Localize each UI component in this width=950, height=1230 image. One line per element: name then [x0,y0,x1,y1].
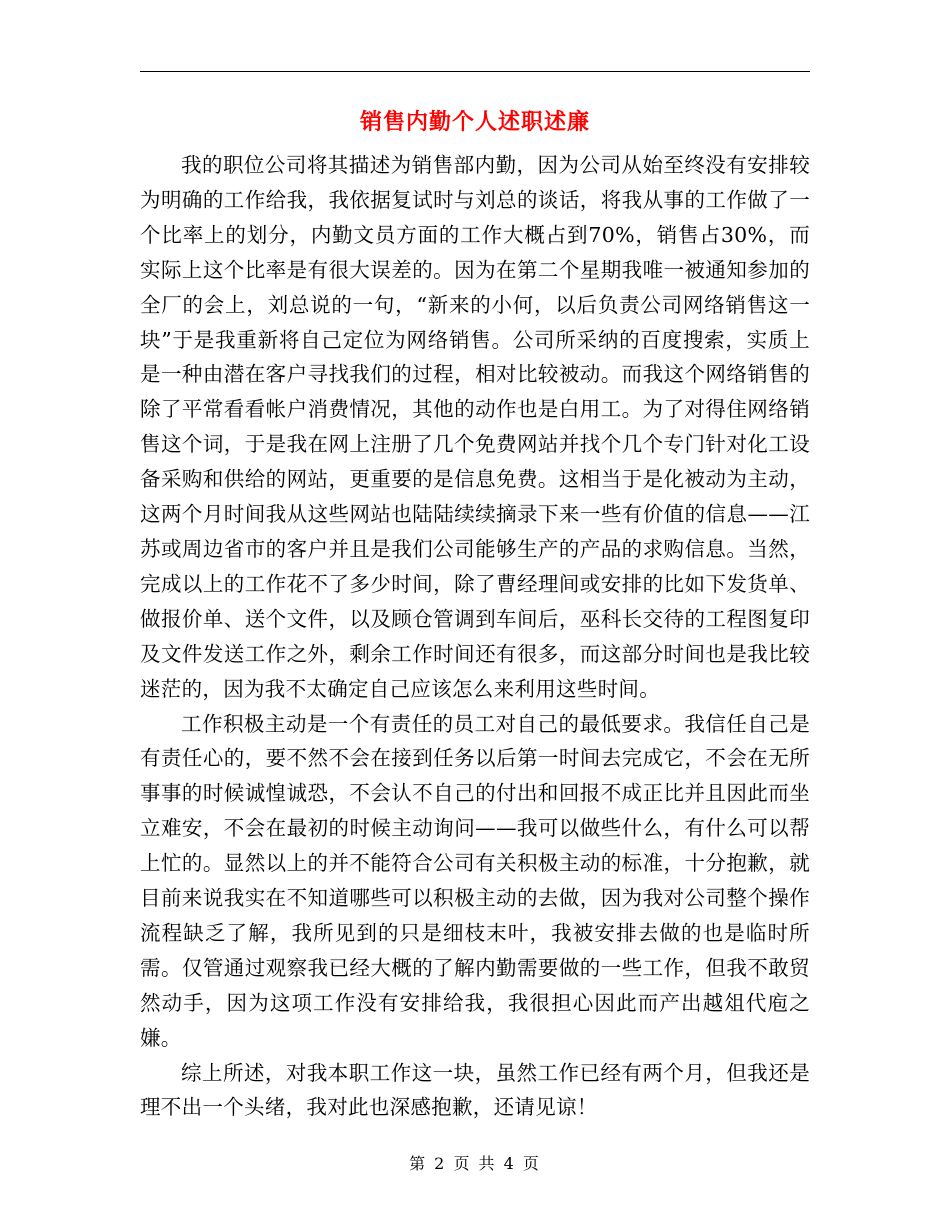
page-number-footer: 第 2 页 共 4 页 [409,1154,541,1173]
paragraph-1: 我的职位公司将其描述为销售部内勤，因为公司从始至终没有安排较为明确的工作给我，我依据复试时与刘总的谈话，将我从事的工作做了一个比率上的划分，内勤文员方面的工作大概占到70%，销售占30%，而实际上这个比率是有很大误差的。因为在第二个星期我唯一被通知参加的全厂的会上，刘总说的一句，“新来的小何，以后负责公司网络销售这一块”于是我重新将自己定位为网络销售。公司所采纳的百度搜索，实质上是一种由潜在客户寻找我们的过程，相对比较被动。而我这个网络销售的除了平常看看帐户消费情况，其他的动作也是白用工。为了对得住网络销售这个词，于是我在网上注册了几个免费网站并找个几个专门针对化工设备采购和供给的网站，更重要的是信息免费。这相当于是化被动为主动，这两个月时间我从这些网站也陆陆续续摘录下来一些有价值的信息——江苏或周边省市的客户并且是我们公司能够生产的产品的求购信息。当然，完成以上的工作花不了多少时间，除了曹经理间或安排的比如下发货单、做报价单、送个文件，以及顾仓管调到车间后，巫科长交待的工程图复印及文件发送工作之外，剩余工作时间还有很多，而这部分时间也是我比较迷茫的，因为我不太确定自己应该怎么来利用这些时间。 [140,153,810,701]
paragraph-3: 综上所述，对我本职工作这一块，虽然工作已经有两个月，但我还是理不出一个头绪，我对此也深感抱歉，还请见谅！ [140,1060,810,1120]
paragraph-2: 工作积极主动是一个有责任的员工对自己的最低要求。我信任自己是有责任心的，要不然不会在接到任务以后第一时间去完成它，不会在无所事事的时候诚惶诚恐，不会认不自己的付出和回报不成正比并且因此而坐立难安，不会在最初的时候主动询问——我可以做些什么，有什么可以帮上忙的。显然以上的并不能符合公司有关积极主动的标准，十分抱歉，就目前来说我实在不知道哪些可以积极主动的去做，因为我对公司整个操作流程缺乏了解，我所见到的只是细枝末叶，我被安排去做的也是临时所需。仅管通过观察我已经大概的了解内勤需要做的一些工作，但我不敢贸然动手，因为这项工作没有安排给我，我很担心因此而产出越俎代庖之嫌。 [140,711,810,1050]
header-rule [140,71,810,72]
document-title: 销售内勤个人述职述廉 [359,110,590,135]
document-body [140,148,810,1125]
